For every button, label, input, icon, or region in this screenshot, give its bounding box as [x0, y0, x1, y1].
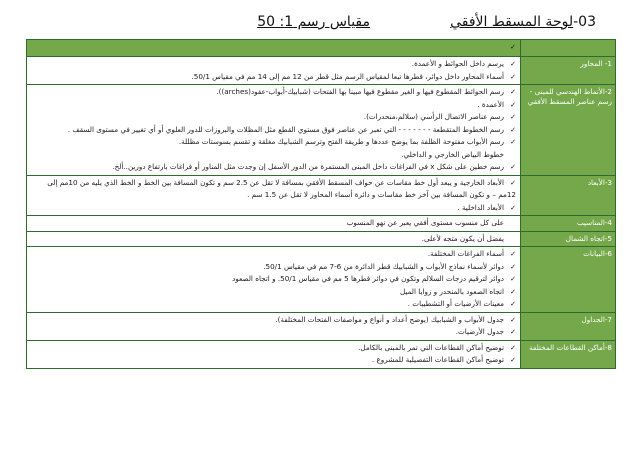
list-item-text: دوائر لأسماء نماذج الأبواب و الشبابيك قطر الدائرة من 6-7 مم في مقياس 50/1.: [263, 261, 504, 271]
row-content: [27, 340, 521, 368]
check-icon: ✓: [510, 72, 516, 81]
list-item: [29, 298, 516, 311]
row-label: 3-الأبعاد: [521, 175, 616, 216]
check-icon: ✓: [510, 163, 516, 171]
table-row: [27, 231, 616, 247]
list-item-text: أسماء الفراغات المختلفة.: [427, 249, 504, 258]
check-icon: ✓: [510, 262, 516, 271]
row-label: 1- المحاور: [521, 57, 616, 85]
row-content: [27, 57, 521, 85]
row-content: [27, 175, 521, 216]
list-item: [29, 314, 516, 327]
list-item-text: خطوط البياض الخارجي و الداخلي.: [401, 149, 504, 159]
table-row: [27, 247, 616, 313]
list-item-text: الأبعاد الخارجية و يبعد أول خط مقاسات عن حواف المسقط الأفقي بمسافة لا تقل عن 2.5 سم و تكون المسافة بين الخط و الخط الذي يليه من 10مم إلى 12مم – و تكون المسافة بين آخر خط مقاسات و دائرة أسماء المحاور لا تقل عن 1.5 سم .: [47, 177, 516, 199]
row-content: [27, 312, 521, 340]
list-item: [29, 354, 516, 367]
table-row: [27, 175, 616, 216]
check-icon: ✓: [510, 343, 516, 352]
list-item: [29, 261, 516, 274]
header-content-cell: [27, 40, 521, 57]
check-icon: ✓: [510, 125, 516, 134]
list-item-text: يفضل أن يكون متجه لأعلى.: [421, 233, 504, 243]
table-row: [27, 216, 616, 232]
list-item: [29, 286, 516, 299]
list-item: [29, 136, 516, 149]
page-title-scale: مقياس رسم 1: 50: [257, 14, 370, 30]
list-item: [29, 233, 516, 246]
list-item: [29, 342, 516, 355]
check-icon: ✓: [510, 250, 516, 258]
list-item-text: رسم الحوائط المقطوع فيها و الغير مقطوع فيها مبينا بها الفتحات (شبابيك-أبواب-عقود(arches)).: [216, 87, 504, 96]
list-item: [29, 99, 516, 112]
check-icon: ✓: [510, 203, 516, 212]
page-title-main: 03-لوحة المسقط الأفقي: [450, 14, 596, 30]
checklist-table: [26, 39, 616, 369]
table-row: [27, 340, 616, 368]
list-item: [29, 111, 516, 124]
check-icon: ✓: [510, 315, 516, 324]
check-icon: ✓: [510, 60, 516, 68]
list-item-text: الأعمدة .: [477, 99, 504, 109]
list-item-text: دوائر لترقيم درجات السلالم وتكون في دوائر قطرها 5 مم في مقياس 50/1. و اتجاه الصعود: [232, 274, 504, 283]
check-icon: ✓: [510, 275, 516, 283]
check-icon: ✓: [510, 356, 516, 364]
check-icon: ✓: [510, 300, 516, 308]
check-icon: ✓: [510, 88, 516, 96]
row-content: [27, 231, 521, 247]
row-label: 5-اتجاه الشمال: [521, 231, 616, 247]
row-label: 6-البيانات: [521, 247, 616, 313]
check-icon: ✓: [510, 178, 516, 187]
list-item-text: أسماء المحاور داخل دوائر، قطرها تبعا لمقياس الرسم مثل قطر من 12 مم إلى 14 مم في مقياس 50/1.: [191, 71, 504, 81]
list-item: [29, 248, 516, 261]
check-icon: ✓: [510, 113, 516, 121]
row-content: [27, 216, 521, 232]
list-item-text: توضيح أماكن القطاعات التي تمر بالمبنى بالكامل.: [358, 342, 504, 352]
list-item: [29, 177, 516, 202]
check-icon: ✓: [510, 287, 516, 296]
list-item: [29, 124, 516, 137]
list-item: [29, 86, 516, 99]
list-item-text: معينات الأرضيات أو التشطيبات .: [407, 299, 504, 308]
list-item-text: رسم عناصر الاتصال الرأسي (سلالم،منحدرات).: [363, 112, 504, 121]
table-row: [27, 57, 616, 85]
list-item-text: رسم الخطوط المتقطعة - - - - - - - التي تعبر عن عناصر فوق مستوي القطع مثل المظلات والبروزات للدور العلوي أو أي تغيير في مستوى السقف .: [67, 124, 504, 134]
row-label: 2-الأنماط الهندسي للمبنى - رسم عناصر المسقط الأفقي: [521, 85, 616, 176]
list-item-text: توضيح أماكن القطاعات التفصيلية للمشروع .: [371, 355, 504, 364]
row-label: 7-الجداول: [521, 312, 616, 340]
list-item-text: جدول الأبواب و الشبابيك (يوضح أعداد و أنواع و مواصفات الفتحات المختلفة).: [275, 314, 504, 324]
row-label: 4-المناسيب: [521, 216, 616, 232]
check-icon: ✓: [510, 138, 516, 146]
list-item: [29, 149, 516, 162]
list-item: [29, 71, 516, 84]
list-item: [29, 273, 516, 286]
list-item-text: اتجاه الصعود بالمنحدر و زوايا الميل: [400, 286, 504, 296]
table-row: [27, 85, 616, 176]
list-item: [29, 58, 516, 71]
list-item: [29, 161, 516, 174]
list-item-text: جدول الأرضيات.: [455, 327, 504, 336]
check-icon: ✓: [510, 100, 516, 109]
list-item-text: رسم خطين على شكل x في الفراغات داخل المبنى المستمرة من الدور الأسفل إن وجدت مثل المناور أو فراغات بارتفاع دورين..ألخ.: [112, 162, 504, 171]
list-item-text: يرسم داخل الحوائط و الأعمدة.: [411, 59, 504, 68]
list-item: [29, 217, 516, 230]
list-item: [29, 326, 516, 339]
check-icon: ✓: [510, 43, 516, 51]
header-label-cell: [521, 40, 616, 57]
list-item: [29, 202, 516, 215]
row-label: 8-أماكن القطاعات المختلفة: [521, 340, 616, 368]
list-item-text: الأبعاد الداخلية .: [457, 202, 504, 212]
row-content: [27, 247, 521, 313]
check-icon: ✓: [510, 328, 516, 336]
row-content: [27, 85, 521, 176]
page-title: [0, 12, 638, 38]
list-item-text: على كل منسوب مستوى أفقي يعبر عن نهو المنسوب: [346, 218, 504, 227]
table-row: [27, 312, 616, 340]
table-header-row: [27, 40, 616, 57]
list-item-text: رسم الأبواب مفتوحة الظلفة بما يوضح عددها و طريقة الفتح وترسم الشبابيك مغلقة و تقسم بسوستات مظللة.: [178, 137, 504, 146]
